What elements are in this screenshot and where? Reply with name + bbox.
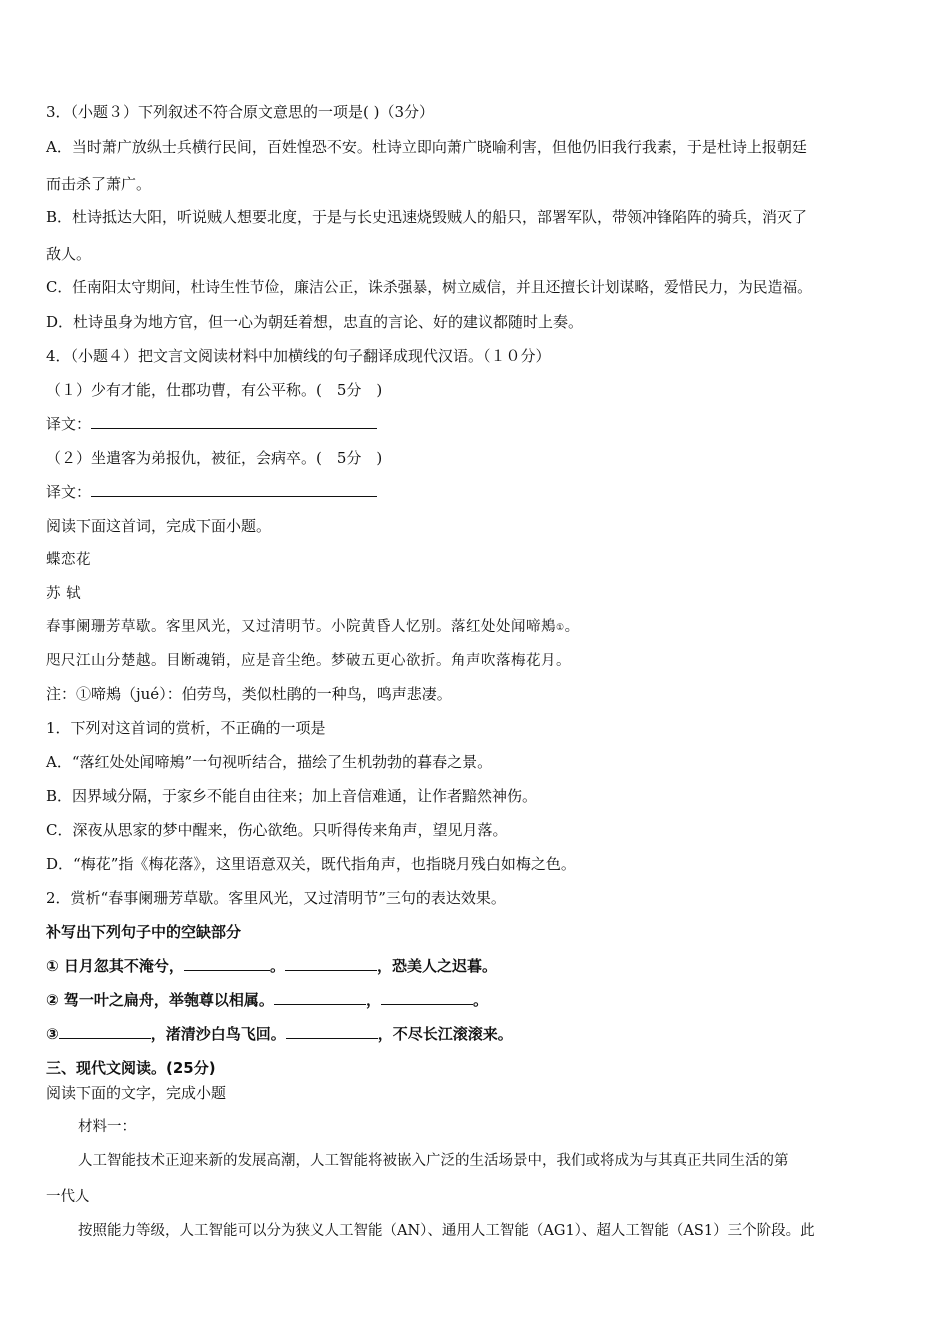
poem-q1-option-c: C．深夜从思家的梦中醒来，伤心欲绝。只听得传来角声，望见月落。	[46, 821, 508, 839]
fill-3-text-a: ③	[46, 1025, 59, 1043]
footnote-mark: ①	[556, 623, 565, 633]
poem-line-1-end: 。	[564, 619, 580, 635]
fill-3-blank-2[interactable]	[286, 1024, 378, 1039]
q3-option-d: D．杜诗虽身为地方官，但一心为朝廷着想，忠直的言论、好的建议都随时上奏。	[46, 313, 584, 331]
material-p2-line1: 按照能力等级，人工智能可以分为狭义人工智能（AN）、通用人工智能（AG1）、超人工智能（AS1）三个阶段。此	[78, 1223, 815, 1239]
poem-q2: 2．赏析“春事阑珊芳草歇。客里风光，又过清明节”三句的表达效果。	[46, 889, 506, 907]
fill-item-1	[46, 956, 497, 976]
answer-blank-1[interactable]	[91, 414, 377, 429]
q4-answer-2	[46, 482, 377, 502]
q4-answer-1	[46, 414, 377, 434]
poem-line-2: 咫尺江山分楚越。目断魂销，应是音尘绝。梦破五更心欲折。角声吹落梅花月。	[46, 653, 571, 669]
answer-label: 译文：	[46, 483, 92, 501]
q4-sentence-2: （２）坐遣客为弟报仇，被征，会病卒。( 5分 )	[46, 449, 383, 467]
answer-label: 译文：	[46, 415, 92, 433]
q4-title: 4．（小题４）把文言文阅读材料中加横线的句子翻译成现代汉语。（１０分）	[46, 347, 551, 365]
fill-item-3	[46, 1024, 513, 1044]
material-label: 材料一：	[78, 1119, 136, 1135]
poem-q1-title: 1．下列对这首词的赏析，不正确的一项是	[46, 719, 326, 737]
q4-sentence-1: （１）少有才能，仕郡功曹，有公平称。( 5分 )	[46, 381, 383, 399]
fill-2-text-b: ，	[365, 991, 381, 1009]
answer-blank-2[interactable]	[91, 482, 377, 497]
q3-option-b-line1: B．杜诗抵达大阳，听说贼人想要北度，于是与长史迅速烧毁贼人的船只，部署军队，带领冲锋陷阵的骑兵，消灭了	[46, 208, 808, 226]
fill-1-blank-2[interactable]	[285, 956, 377, 971]
poem-author: 苏 轼	[46, 586, 82, 602]
poem-title: 蝶恋花	[46, 552, 91, 568]
fill-3-blank-1[interactable]	[59, 1024, 151, 1039]
modern-intro: 阅读下面的文字，完成小题	[46, 1084, 227, 1102]
q3-title: 3．（小题３）下列叙述不符合原文意思的一项是( )（3分）	[46, 103, 435, 121]
fill-1-text-a: ① 日月忽其不淹兮，	[46, 957, 184, 975]
poem-intro: 阅读下面这首词，完成下面小题。	[46, 517, 272, 535]
fill-item-2	[46, 990, 488, 1010]
material-p1-line2: 一代人	[46, 1189, 90, 1205]
fill-2-text-c: 。	[472, 991, 488, 1009]
poem-line-1-text: 春事阑珊芳草歇。客里风光，又过清明节。小院黄昏人忆别。落红处处闻啼鴂	[46, 619, 556, 635]
fill-3-text-c: ，不尽长江滚滚来。	[377, 1025, 513, 1043]
q3-option-a-line2: 而击杀了萧广。	[46, 175, 152, 193]
fill-3-text-b: ，渚清沙白鸟飞回。	[150, 1025, 286, 1043]
fill-2-text-a: ② 驾一叶之扁舟，举匏尊以相属。	[46, 991, 274, 1009]
fill-2-blank-1[interactable]	[274, 990, 366, 1005]
modern-heading: 三、现代文阅读。(25分)	[46, 1059, 216, 1077]
material-p1-line1: 人工智能技术正迎来新的发展高潮，人工智能将被嵌入广泛的生活场景中，我们或将成为与其真正共同生活的第	[78, 1153, 789, 1169]
fill-1-blank-1[interactable]	[184, 956, 270, 971]
fill-title: 补写出下列句子中的空缺部分	[46, 923, 242, 941]
poem-line-1	[46, 617, 580, 638]
poem-q1-option-a: A．“落红处处闻啼鴂”一句视听结合，描绘了生机勃勃的暮春之景。	[46, 753, 493, 771]
fill-1-text-b: 。	[269, 957, 285, 975]
poem-note: 注：①啼鴂（jué）：伯劳鸟，类似杜鹃的一种鸟，鸣声悲凄。	[46, 685, 452, 703]
fill-1-text-c: ，恐美人之迟暮。	[376, 957, 497, 975]
q3-option-b-line2: 敌人。	[46, 245, 92, 263]
q3-option-c: C．任南阳太守期间，杜诗生性节俭，廉洁公正，诛杀强暴，树立威信，并且还擅长计划谋略，爱惜民力，为民造福。	[46, 279, 812, 296]
poem-q1-option-b: B．因界域分隔，于家乡不能自由往来；加上音信难通，让作者黯然神伤。	[46, 787, 538, 805]
fill-2-blank-2[interactable]	[381, 990, 473, 1005]
poem-q1-option-d: D．“梅花”指《梅花落》，这里语意双关，既代指角声，也指晓月残白如梅之色。	[46, 855, 576, 873]
q3-option-a-line1: A．当时萧广放纵士兵横行民间，百姓惶恐不安。杜诗立即向萧广晓喻利害，但他仍旧我行我素，于是杜诗上报朝廷	[46, 138, 807, 156]
